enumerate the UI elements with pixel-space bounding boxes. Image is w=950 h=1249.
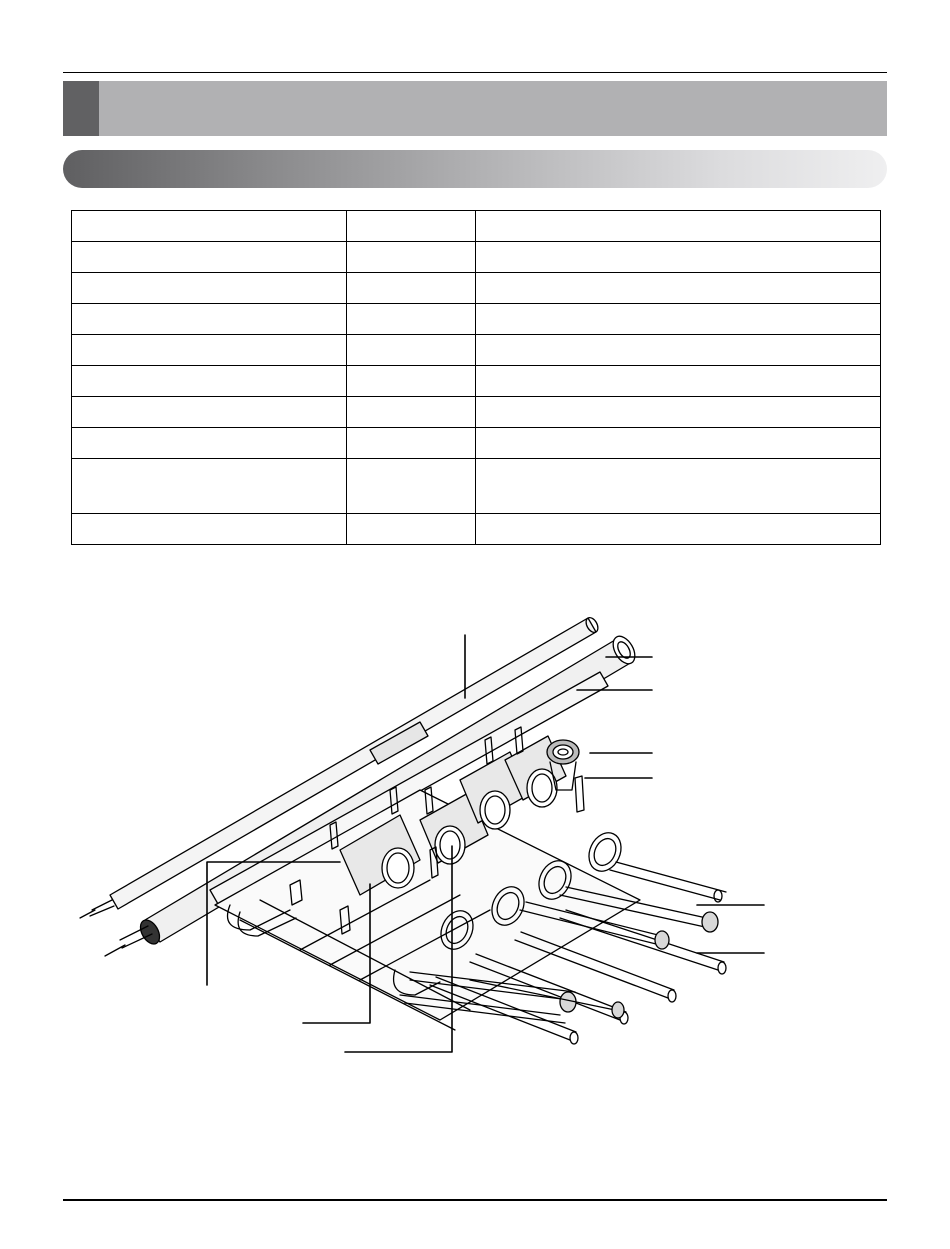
table-row: [72, 514, 881, 545]
table-row: [72, 366, 881, 397]
table-row: [72, 459, 881, 514]
table-cell: [72, 211, 347, 242]
bottom-rule: [63, 1199, 887, 1201]
table-cell: [72, 428, 347, 459]
table-cell: [476, 397, 881, 428]
table-cell: [347, 304, 476, 335]
title-marker: [63, 81, 99, 136]
table-row: [72, 428, 881, 459]
table-cell: [347, 335, 476, 366]
table-cell: [476, 335, 881, 366]
table-cell: [347, 459, 476, 514]
table-cell: [476, 304, 881, 335]
table-cell: [347, 428, 476, 459]
table-cell: [476, 366, 881, 397]
table-cell: [347, 514, 476, 545]
table-cell: [347, 366, 476, 397]
table-cell: [347, 242, 476, 273]
title-bar: [63, 81, 887, 136]
table-cell: [72, 459, 347, 514]
table-cell: [476, 242, 881, 273]
table-cell: [72, 242, 347, 273]
parts-table: [71, 210, 881, 545]
table-row: [72, 242, 881, 273]
table-cell: [476, 211, 881, 242]
table-row: [72, 273, 881, 304]
top-rule: [63, 72, 887, 73]
table-row: [72, 304, 881, 335]
table-cell: [72, 366, 347, 397]
table-row: [72, 335, 881, 366]
table-row: [72, 211, 881, 242]
piping-assembly-diagram: [0, 600, 950, 1080]
table-cell: [72, 397, 347, 428]
table-cell: [72, 304, 347, 335]
table-row: [72, 397, 881, 428]
table-cell: [476, 514, 881, 545]
table-cell: [347, 211, 476, 242]
table-cell: [476, 428, 881, 459]
table-cell: [476, 273, 881, 304]
table-cell: [72, 335, 347, 366]
table-cell: [72, 273, 347, 304]
table-cell: [72, 514, 347, 545]
table-cell: [347, 397, 476, 428]
section-header-bar: [63, 150, 887, 188]
table-cell: [476, 459, 881, 514]
table-cell: [347, 273, 476, 304]
